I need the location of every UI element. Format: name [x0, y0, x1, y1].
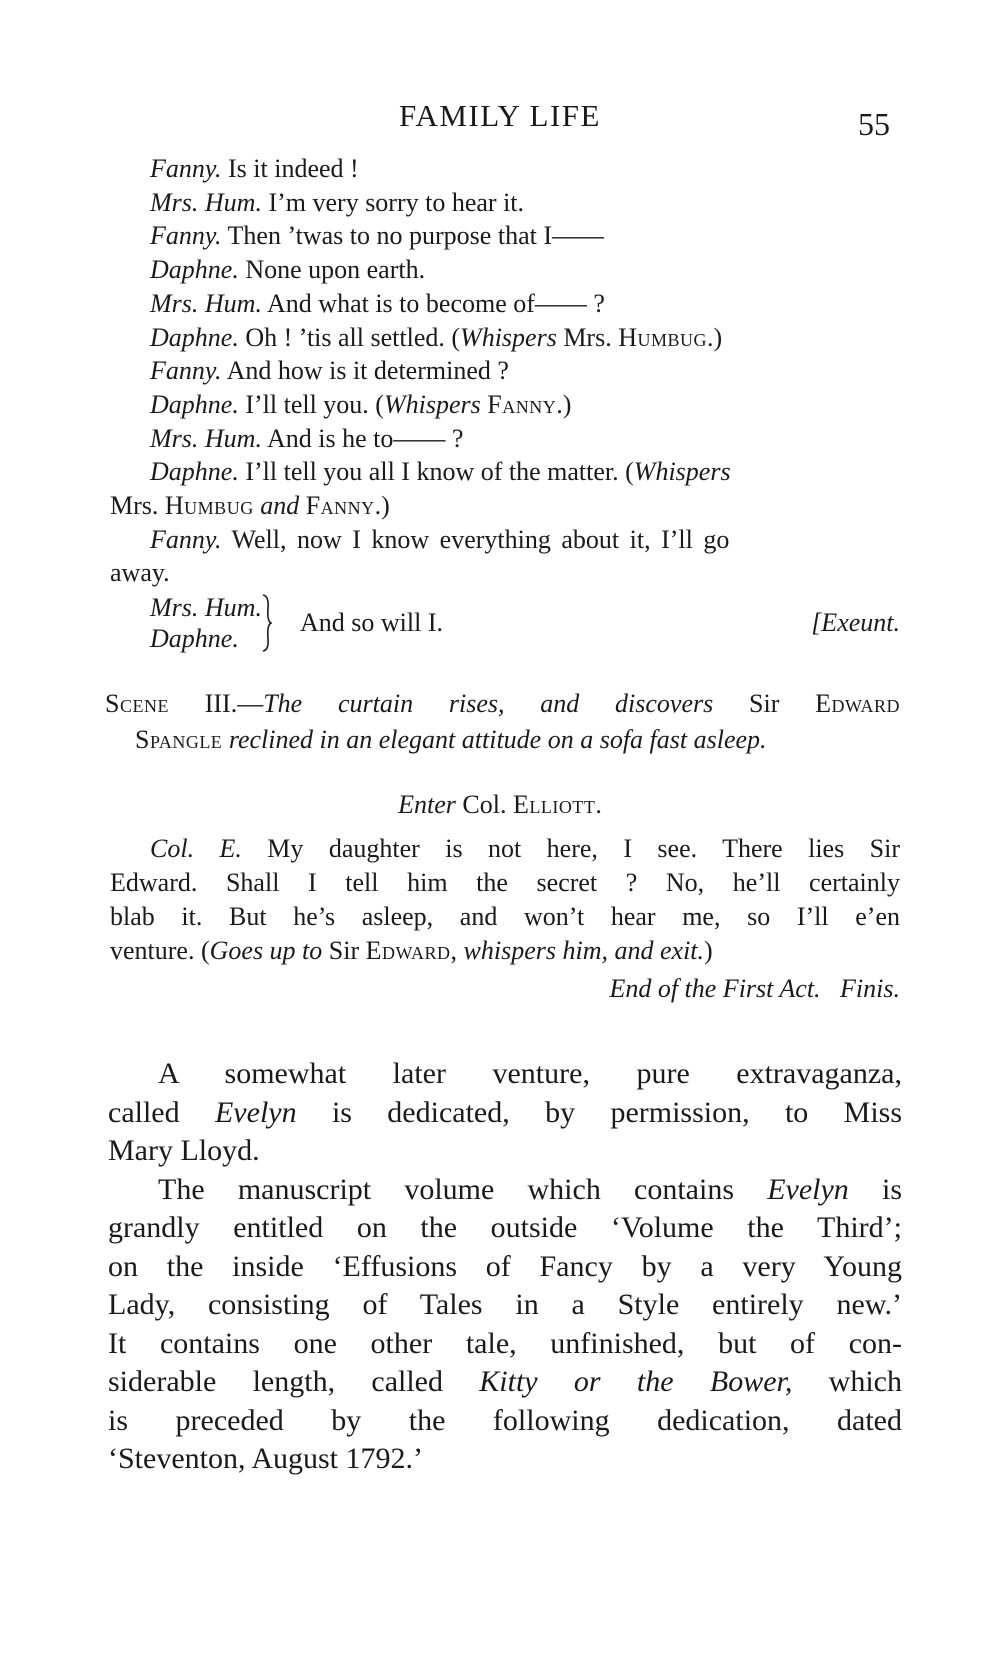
speech-text: Well, now I know everything about it, I’ll go: [221, 524, 730, 554]
stage-direction: reclined in an elegant attitude on a sofa fast asleep.: [222, 725, 767, 754]
dialogue-line: [110, 186, 900, 220]
dialogue-line: [110, 832, 900, 866]
text-span: is: [848, 1172, 902, 1206]
text-line: Lady, consisting of Tales in a Style entirely new.’: [108, 1288, 902, 1321]
scene-number: III.—: [168, 689, 264, 718]
speech-text: ,: [450, 936, 464, 965]
speaker-name: Mrs. Hum.: [150, 187, 262, 217]
text-line: It contains one other tale, unfinished, but of con-: [108, 1326, 902, 1360]
stage-direction: Goes up to: [209, 936, 323, 965]
title-text: Evelyn: [767, 1172, 849, 1206]
speech-text: I’m very sorry to hear it.: [261, 187, 525, 217]
stage-direction: whispers him, and exit.: [463, 936, 705, 965]
speech-text: Mrs.: [556, 322, 619, 352]
stage-direction: [Exeunt.: [811, 608, 900, 638]
speech-text: And is he to—— ?: [261, 423, 464, 453]
speech-text: And how is it determined ?: [221, 356, 509, 386]
dialogue-line: [110, 253, 900, 287]
speech-text: venture. (: [110, 936, 210, 965]
speaker-name: Fanny.: [150, 154, 222, 183]
text-span: called: [108, 1095, 215, 1129]
stage-direction: and: [253, 491, 306, 521]
stage-direction: Enter: [398, 790, 456, 819]
dialogue-line: [110, 287, 900, 321]
text-line: is preceded by the following dedication, dated: [108, 1403, 902, 1437]
dialogue-continuation: [110, 934, 900, 968]
page-header: [0, 98, 1000, 142]
scene-line: [105, 722, 900, 758]
dialogue-continuation: away.: [110, 558, 170, 588]
speech-text: None upon earth.: [238, 255, 426, 285]
dialogue-line: [110, 388, 900, 422]
speaker-name: Fanny.: [150, 524, 222, 554]
character-name: Elliott: [512, 790, 596, 819]
speech-text: I’ll tell you all I know of the matter. (: [238, 457, 634, 487]
title-text: Evelyn: [214, 1095, 297, 1129]
character-name: Fanny: [305, 491, 375, 521]
scene-line: [105, 686, 900, 722]
text-span: is dedicated, by permission, to Miss: [296, 1095, 903, 1129]
character-name: Humbug: [618, 322, 708, 352]
text-line: ‘Steventon, August 1792.’: [108, 1442, 423, 1475]
speech-text: Is it indeed !: [221, 154, 359, 183]
brace-icon: [262, 594, 272, 652]
paragraph: [108, 1055, 902, 1171]
character-name: Spangle: [135, 725, 223, 754]
play-dialogue: [110, 152, 900, 658]
dialogue-line: [110, 219, 900, 253]
joint-speakers: [150, 592, 262, 654]
running-title: FAMILY LIFE: [399, 98, 601, 133]
speech-text: Sir: [322, 936, 366, 965]
text-span: The manuscript volume which contains: [158, 1172, 768, 1206]
stage-direction: The curtain rises, and discovers: [263, 689, 714, 718]
speaker-name: Daphne.: [150, 457, 239, 487]
dialogue-continuation: blab it. But he’s asleep, and won’t hear me, so I’ll e’en: [110, 902, 900, 931]
colonel-speech: [110, 832, 900, 1006]
speech-text: Col.: [455, 790, 513, 819]
stage-direction: Whispers: [383, 389, 481, 419]
speaker-name: Daphne.: [150, 624, 239, 654]
page-number: 55: [858, 106, 890, 142]
dialogue-line: [110, 455, 900, 489]
speech-text: .): [556, 389, 572, 419]
speech-text: .: [595, 790, 602, 819]
character-name: Edward: [815, 689, 901, 718]
dialogue-line: [110, 523, 900, 557]
speaker-name: Mrs. Hum.: [150, 288, 262, 318]
stage-direction: Whispers: [633, 457, 731, 487]
body-text: [108, 1055, 902, 1479]
dialogue-line: [110, 152, 900, 186]
speech-text: .): [707, 322, 723, 352]
speaker-name: Mrs. Hum.: [150, 423, 262, 453]
dialogue-continuation: [110, 489, 900, 523]
text-line: A somewhat later venture, pure extravaganza,: [158, 1057, 902, 1090]
scene-label: Scene: [105, 689, 169, 718]
text-line: [108, 1171, 902, 1210]
speaker-name: Mrs. Hum.: [150, 593, 262, 623]
speaker-name: Fanny.: [150, 356, 222, 386]
character-name: Edward: [365, 936, 451, 965]
character-name: Fanny: [487, 389, 557, 419]
speaker-name: Col. E.: [150, 834, 242, 863]
scene-heading: [105, 686, 900, 758]
act-end-line: End of the First Act. Finis.: [609, 974, 900, 1003]
speaker-name: Daphne.: [150, 255, 239, 285]
paragraph: [108, 1171, 902, 1479]
text-line: [108, 1363, 902, 1402]
speech-text: Then ’twas to no purpose that I——: [221, 221, 604, 251]
text-line: on the inside ‘Effusions of Fancy by a very Young: [108, 1249, 902, 1283]
speaker-name: Fanny.: [150, 221, 222, 251]
speech-text: And so will I.: [300, 608, 443, 638]
dialogue-line: [110, 321, 900, 355]
speaker-name: Daphne.: [150, 322, 239, 352]
character-name: Humbug: [164, 491, 254, 521]
speech-text: Mrs.: [110, 491, 165, 521]
speech-text: Sir: [713, 689, 816, 718]
dialogue-continuation: Edward. Shall I tell him the secret ? No, he’ll certainly: [110, 868, 900, 897]
title-text: Kitty or the Bower,: [479, 1365, 793, 1398]
entrance-direction: [0, 790, 1000, 820]
text-line: grandly entitled on the outside ‘Volume the Third’;: [108, 1211, 902, 1244]
text-line: Mary Lloyd.: [108, 1134, 260, 1167]
joint-speech: [110, 592, 900, 658]
speech-text: My daughter is not here, I see. There lies Sir: [241, 834, 900, 863]
text-span: siderable length, called: [108, 1365, 480, 1398]
stage-direction: Whispers: [460, 322, 557, 352]
text-span: which: [792, 1365, 902, 1398]
speech-text: .): [374, 491, 390, 521]
speech-text: ): [704, 936, 713, 965]
speech-text: I’ll tell you. (: [238, 389, 384, 419]
speech-text: Oh ! ’tis all settled. (: [238, 322, 461, 352]
dialogue-line: [110, 422, 900, 456]
speech-text: And what is to become of—— ?: [261, 288, 605, 318]
dialogue-line: [110, 354, 900, 388]
text-line: [108, 1094, 902, 1133]
speaker-name: Daphne.: [150, 389, 239, 419]
